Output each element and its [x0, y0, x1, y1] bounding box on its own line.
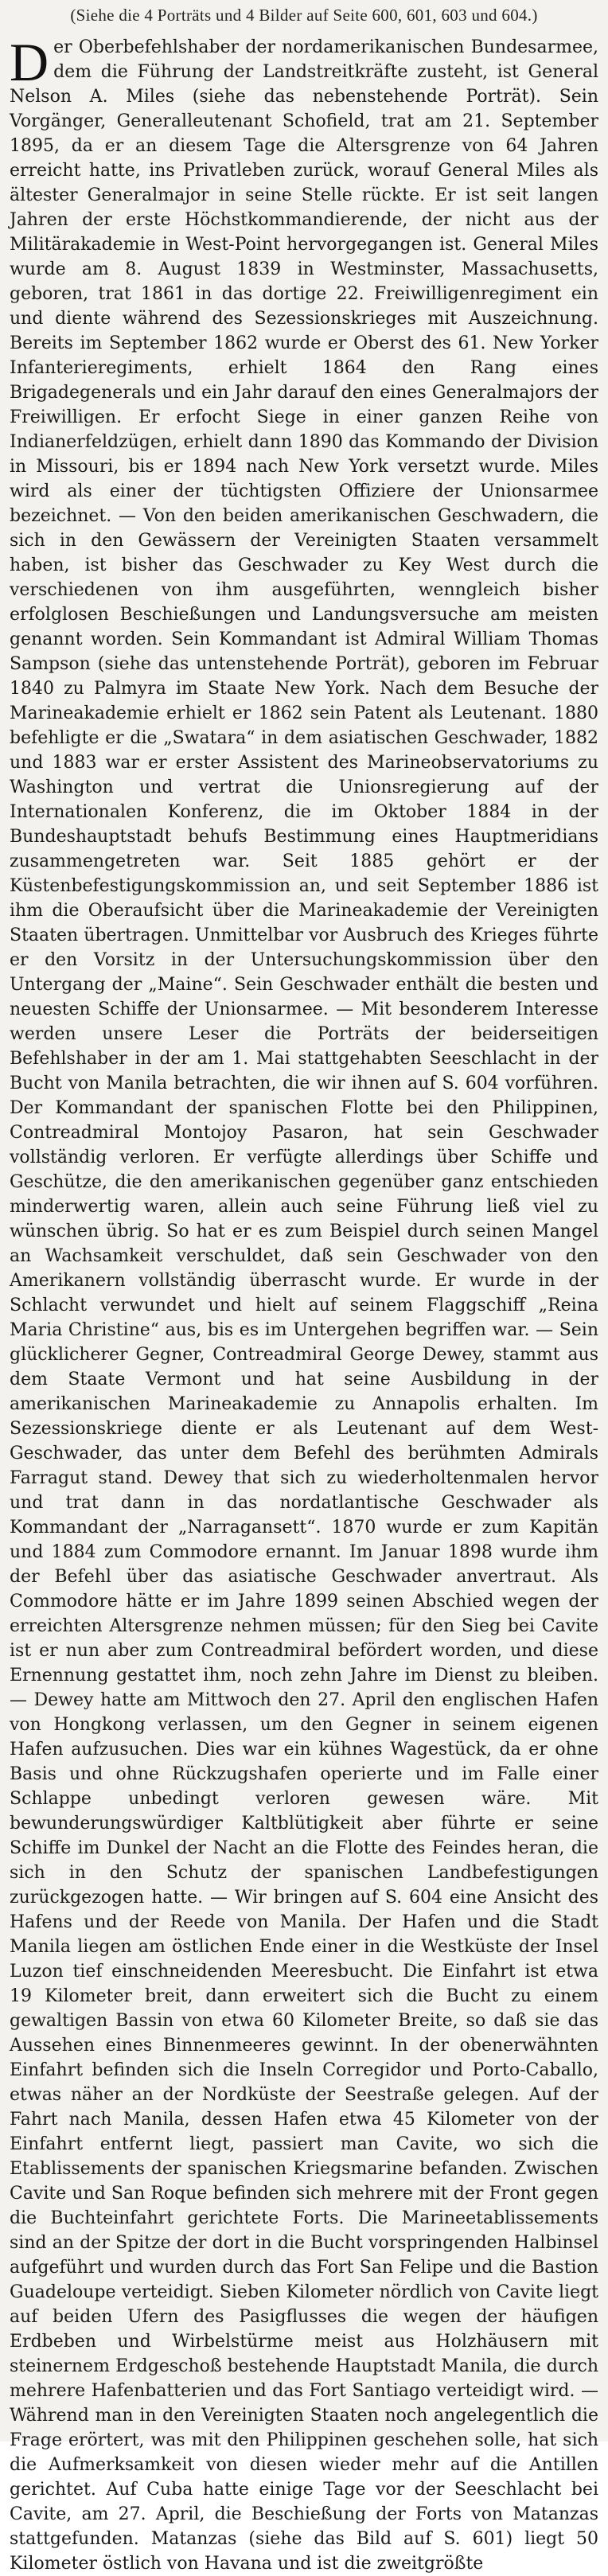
article-paragraph [10, 32, 598, 2576]
drop-cap-letter: D [10, 32, 49, 92]
image-reference-caption: (Siehe die 4 Porträts und 4 Bilder auf Seite 600, 601, 603 und 604.) [70, 6, 538, 25]
article-body [10, 32, 598, 2576]
article-text: er Oberbefehlshaber der nordamerikanischen Bundesarmee, dem die Führung der Landstreitkräfte zusteht, ist General Nelson A. Miles (siehe das nebenstehende Porträt). Sein Vorgänger, Generalleutenant Schofield, trat am 21. September 1895, da er an diesem Tage die Altersgrenze von 64 Jahren erreicht hatte, ins Privatleben zurück, worauf General Miles als ältester Generalmajor in seine Stelle rückte. Er ist seit langen Jahren der erste Höchstkommandierende, der nicht aus der Militärakademie in West-Point hervorgegangen ist. General Miles wurde am 8. August 1839 in Westminster, Massachusetts, geboren, trat 1861 in das dortige 22. Freiwilligenregiment ein und diente während des Sezessionskrieges mit Auszeichnung. Bereits im September 1862 wurde er Oberst des 61. New Yorker Infanterieregiments, erhielt 1864 den Rang eines Brigadegenerals und ein Jahr darauf den eines Generalmajors der Freiwilligen. Er erfocht Siege in einer ganzen Reihe von Indianerfeldzügen, erhielt dann 1890 das Kommando der Division in Missouri, bis er 1894 nach New York versetzt wurde. Miles wird als einer der tüchtigsten Offiziere der Unionsarmee bezeichnet. — Von den beiden amerikanischen Geschwadern, die sich in den Gewässern der Vereinigten Staaten versammelt haben, ist bisher das Geschwader zu Key West durch die verschiedenen von ihm ausgeführten, wenngleich bisher erfolglosen Beschießungen und Landungsversuche am meisten genannt worden. Sein Kommandant ist Admiral William Thomas Sampson (siehe das untenstehende Porträt), geboren im Februar 1840 zu Palmyra im Staate New York. Nach dem Besuche der Marineakademie erhielt er 1862 sein Patent als Leutenant. 1880 befehligte er die „Swatara“ in dem asiatischen Geschwader, 1882 und 1883 war er erster Assistent des Marineobservatoriums zu Washington und vertrat die Unionsregierung auf der Internationalen Konferenz, die im Oktober 1884 in der Bundeshauptstadt behufs Bestimmung eines Hauptmeridians zusammengetreten war. Seit 1885 gehört er der Küstenbefestigungskommission an, und seit September 1886 ist ihm die Oberaufsicht über die Marineakademie der Vereinigten Staaten übertragen. Unmittelbar vor Ausbruch des Krieges führte er den Vorsitz in der Untersuchungskommission über den Untergang der „Maine“. Sein Geschwader enthält die besten und neuesten Schiffe der Unionsarmee. — Mit besonderem Interesse werden unsere Leser die Porträts der beiderseitigen Befehlshaber in der am 1. Mai stattgehabten Seeschlacht in der Bucht von Manila betrachten, die wir ihnen auf S. 604 vorführen. Der Kommandant der spanischen Flotte bei den Philippinen, Contreadmiral Montojoy Pasaron, hat sein Geschwader vollständig verloren. Er verfügte allerdings über Schiffe und Geschütze, die den amerikanischen gegenüber ganz entschieden minderwertig waren, allein auch seine Führung ließ viel zu wünschen übrig. So hat er es zum Beispiel durch seinen Mangel an Wachsamkeit verschuldet, daß sein Geschwader von den Amerikanern vollständig überrascht wurde. Er wurde in der Schlacht verwundet und hielt auf seinem Flaggschiff „Reina Maria Christine“ aus, bis es im Untergehen begriffen war. — Sein glücklicherer Gegner, Contreadmiral George Dewey, stammt aus dem Staate Vermont und hat seine Ausbildung in der amerikanischen Marineakademie zu Annapolis erhalten. Im Sezessionskriege diente er als Leutenant auf dem West-Geschwader, das unter dem Befehl des berühmten Admirals Farragut stand. Dewey that sich zu wiederholtenmalen hervor und trat dann in das nordatlantische Geschwader als Kommandant der „Narragansett“. 1870 wurde er zum Kapitän und 1884 zum Commodore ernannt. Im Januar 1898 wurde ihm der Befehl über das asiatische Geschwader anvertraut. Als Commodore hätte er im Jahre 1899 seinen Abschied wegen der erreichten Altersgrenze nehmen müssen; für den Sieg bei Cavite ist er nun aber zum Contreadmiral befördert worden, und diese Ernennung gestattet ihm, noch zehn Jahre im Dienst zu bleiben. — Dewey hatte am Mittwoch den 27. April den englischen Hafen von Hongkong verlassen, um den Gegner in seinem eigenen Hafen aufzusuchen. Dies war ein kühnes Wagestück, da er ohne Basis und ohne Rückzugshafen operierte und im Falle einer Schlappe unbedingt verloren gewesen wäre. Mit bewunderungswürdiger Kaltblütigkeit aber führte er seine Schiffe im Dunkel der Nacht an die Flotte des Feindes heran, die sich in den Schutz der spanischen Landbefestigungen zurückgezogen hatte. — Wir bringen auf S. 604 eine Ansicht des Hafens und der Reede von Manila. Der Hafen und die Stadt Manila liegen am östlichen Ende einer in die Westküste der Insel Luzon tief einschneidenden Meeresbucht. Die Einfahrt ist etwa 19 Kilometer breit, dann erweitert sich die Bucht zu einem gewaltigen Bassin von etwa 60 Kilometer Breite, so daß sie das Aussehen eines Binnenmeeres gewinnt. In der obenerwähnten Einfahrt befinden sich die Inseln Corregidor und Porto-Caballo, etwas näher an der Nordküste der Seestraße gelegen. Auf der Fahrt nach Manila, dessen Hafen etwa 45 Kilometer von der Einfahrt entfernt liegt, passiert man Cavite, wo sich die Etablissements der spanischen Kriegsmarine befanden. Zwischen Cavite und San Roque befinden sich mehrere mit der Front gegen die Buchteinfahrt gerichtete Forts. Die Marineetablissements sind an der Spitze der dort in die Bucht vorspringenden Halbinsel aufgeführt und wurden durch das Fort San Felipe und die Bastion Guadeloupe verteidigt. Sieben Kilometer nördlich von Cavite liegt auf beiden Ufern des Pasigflusses die wegen der häufigen Erdbeben und Wirbelstürme meist aus Holzhäusern mit steinernem Erdgeschoß bestehende Hauptstadt Manila, die durch mehrere Hafenbatterien und das Fort Santiago verteidigt wird. — Während man in den Vereinigten Staaten noch angelegentlich die Frage erörtert, was mit den Philippinen geschehen solle, hat sich die Aufmerksamkeit von diesen wieder mehr auf die Antillen gerichtet. Auf Cuba hatte einige Tage vor der Seeschlacht bei Cavite, am 27. April, die Beschießung der Forts von Matanzas stattgefunden. Matanzas (siehe das Bild auf S. 601) liegt 50 Kilometer östlich von Havana und ist die zweitgrößte [10, 37, 598, 2574]
